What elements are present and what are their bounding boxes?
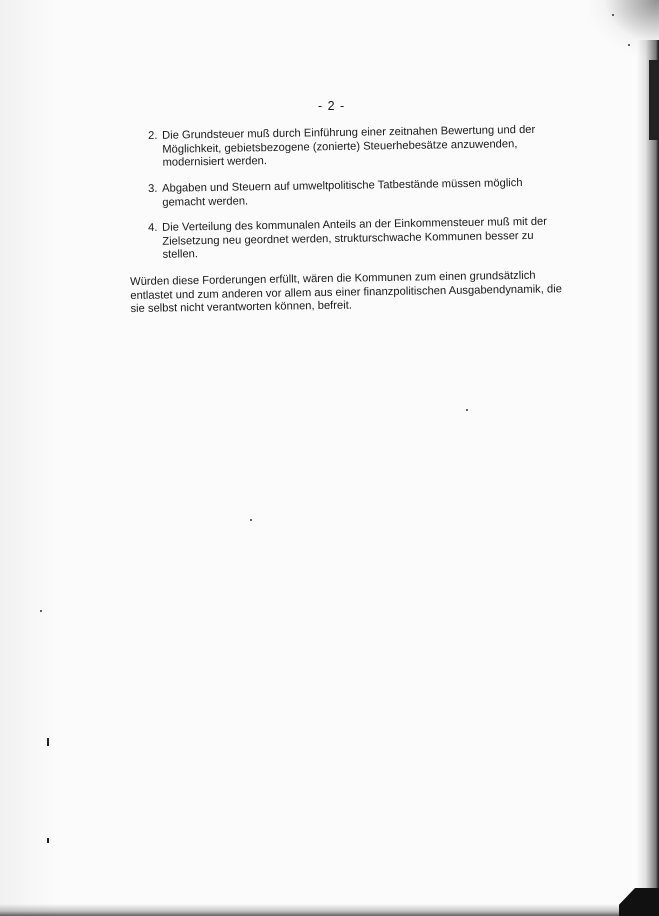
scan-shadow-right xyxy=(637,40,659,916)
list-item-number: 2. xyxy=(147,129,158,142)
scan-shadow-left xyxy=(0,0,55,916)
list-item-text: Die Grundsteuer muß durch Einführung einer zeitnahen Bewertung und der Möglichkeit, gebietsbezogene (zonierte) Steuerhebesätze anzuwenden, modernisiert werden. xyxy=(161,123,536,169)
scan-corner-bottom xyxy=(619,888,659,916)
list-item xyxy=(146,176,566,210)
list-item-text: Abgaben und Steuern auf umweltpolitische Tatbestände müssen möglich gemacht werden. xyxy=(161,176,523,208)
conclusion-paragraph: Würden diese Forderungen erfüllt, wären die Kommunen zum einen grundsätzlich entlastet und zum anderen vor allem aus einer finanzpolitischen Ausgabendynamik, die sie selbst nicht verantworten können, befreit. xyxy=(130,269,562,315)
scan-shadow-bottom xyxy=(0,904,659,916)
scan-dark-strip xyxy=(649,60,659,140)
list-item xyxy=(146,123,567,170)
demands-list xyxy=(146,123,566,274)
scan-speck xyxy=(466,409,468,411)
list-item-text: Die Verteilung des kommunalen Anteils an der Einkommensteuer muß mit der Zielsetzung neu geordnet werden, strukturschwache Kommunen besser zu stellen. xyxy=(161,215,548,261)
list-item xyxy=(146,215,567,262)
list-item-number: 4. xyxy=(147,221,158,234)
scan-speck xyxy=(250,519,252,521)
list-item-number: 3. xyxy=(147,182,158,195)
page-number: - 2 - xyxy=(318,99,346,113)
scan-speck xyxy=(628,44,630,46)
scan-mark xyxy=(47,838,49,843)
scan-speck xyxy=(40,610,42,612)
scan-speck xyxy=(612,14,614,16)
scan-mark xyxy=(47,738,49,746)
